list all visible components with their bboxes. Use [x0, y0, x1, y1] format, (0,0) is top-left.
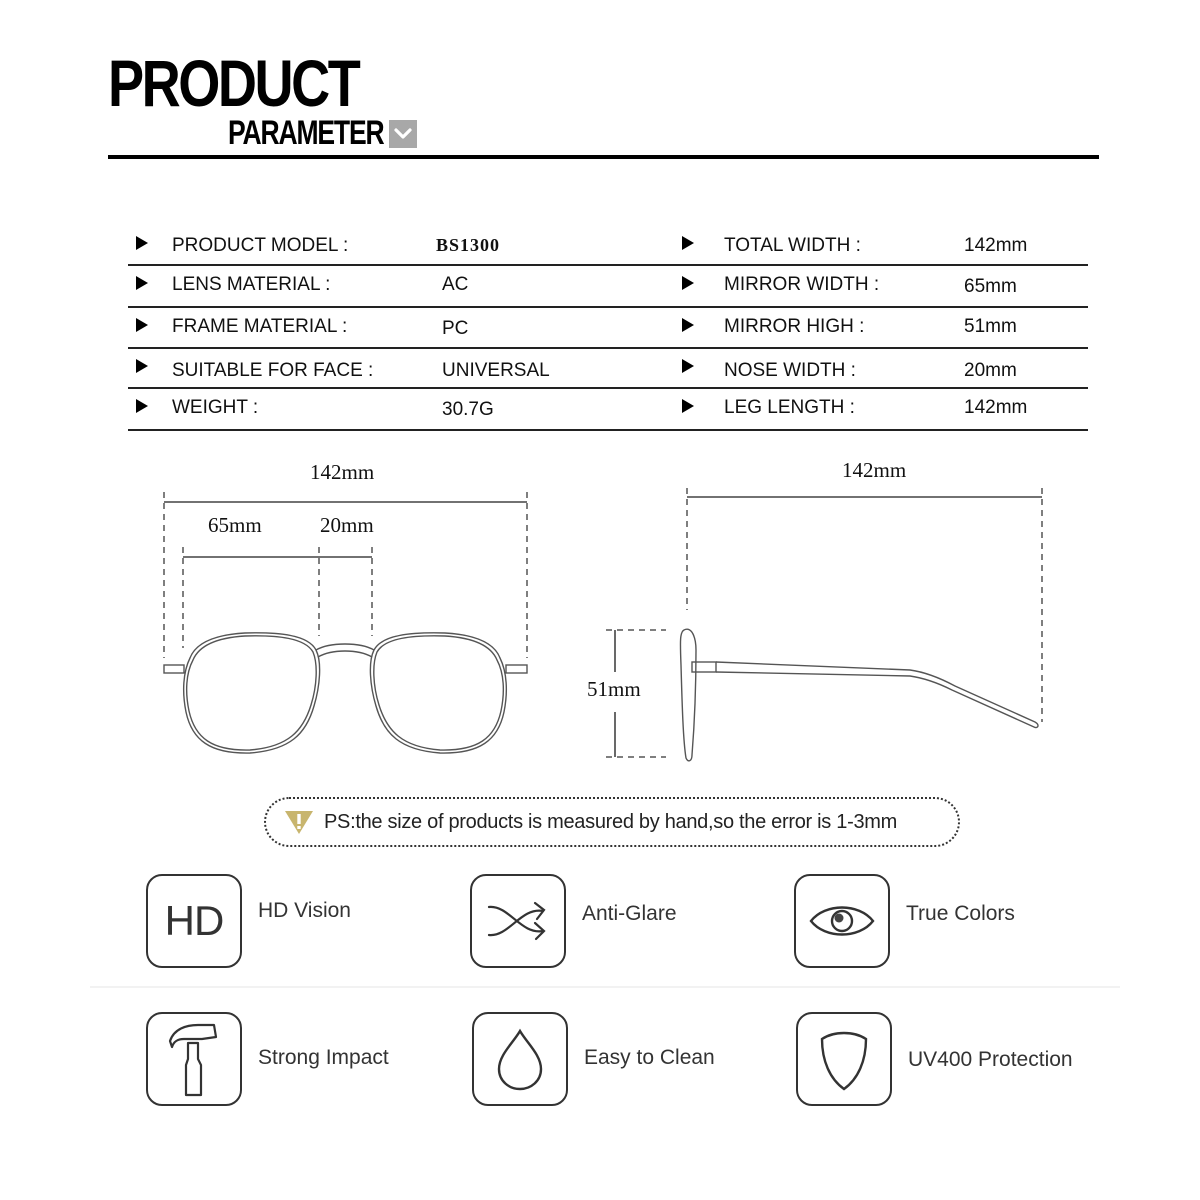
side-view-diagram [580, 450, 1080, 770]
spec-value: 20mm [964, 360, 1017, 381]
spec-value: 142mm [964, 235, 1028, 256]
spec-label: LENS MATERIAL : [172, 274, 331, 295]
spec-label: MIRROR HIGH : [724, 315, 865, 337]
bullet-triangle-icon [136, 236, 148, 250]
hd-icon: HD [146, 874, 242, 968]
feature-anti-glare [470, 874, 677, 968]
spec-label: FRAME MATERIAL : [172, 315, 348, 337]
spec-value: AC [442, 274, 469, 295]
feature-label: True Colors [906, 902, 1015, 925]
spec-label: WEIGHT : [172, 397, 259, 418]
front-view-diagram [150, 450, 550, 770]
crossing-arrows-icon [470, 874, 566, 968]
bullet-triangle-icon [136, 276, 148, 290]
nose-width-label: 20mm [320, 513, 374, 537]
leg-length-label: 142mm [842, 458, 907, 482]
features-divider [90, 986, 1120, 988]
spec-row [128, 228, 1088, 266]
feature-label: HD Vision [258, 899, 351, 922]
spec-label: TOTAL WIDTH : [724, 235, 861, 256]
lens-width-label: 65mm [208, 513, 262, 537]
spec-value: BS1300 [436, 235, 501, 255]
spec-row [128, 266, 1088, 308]
spec-value: 65mm [964, 276, 1017, 297]
bullet-triangle-icon [136, 318, 148, 332]
feature-hd-vision [146, 874, 351, 968]
spec-label: NOSE WIDTH : [724, 360, 856, 381]
page-title: PRODUCT [108, 46, 359, 120]
lens-height-label: 51mm [587, 677, 641, 701]
spec-label: MIRROR WIDTH : [724, 274, 880, 295]
spec-row [128, 308, 1088, 350]
glasses-front-drawing [150, 450, 550, 770]
warning-icon [284, 809, 314, 835]
feature-true-colors [794, 874, 1015, 968]
feature-uv400-protection [796, 1012, 1073, 1106]
feature-easy-to-clean [472, 1012, 715, 1106]
note-text: PS:the size of products is measured by hand,so the error is 1-3mm [324, 810, 897, 833]
spec-value: UNIVERSAL [442, 360, 550, 381]
spec-label: LEG LENGTH : [724, 397, 855, 418]
bullet-triangle-icon [682, 236, 694, 250]
bullet-triangle-icon [136, 359, 148, 373]
spec-row [128, 349, 1088, 389]
spec-value: 142mm [964, 397, 1028, 418]
spec-label: SUITABLE FOR FACE : [172, 360, 374, 381]
hammer-icon [146, 1012, 242, 1106]
spec-value: PC [442, 317, 469, 339]
spec-value: 30.7G [442, 399, 494, 420]
page-subtitle: PARAMETER [228, 114, 384, 152]
water-drop-icon [472, 1012, 568, 1106]
bullet-triangle-icon [682, 359, 694, 373]
header-divider [108, 155, 1099, 159]
glasses-side-drawing [580, 450, 1080, 770]
bullet-triangle-icon [136, 399, 148, 413]
bullet-triangle-icon [682, 399, 694, 413]
shield-icon [796, 1012, 892, 1106]
total-width-label: 142mm [310, 460, 375, 484]
bullet-triangle-icon [682, 276, 694, 290]
spec-label: PRODUCT MODEL : [172, 235, 349, 256]
chevron-down-icon [389, 120, 417, 148]
spec-table [128, 228, 1088, 431]
feature-label: Anti-Glare [582, 902, 677, 925]
spec-row [128, 389, 1088, 431]
eye-icon [794, 874, 890, 968]
bullet-triangle-icon [682, 318, 694, 332]
feature-label: Easy to Clean [584, 1046, 715, 1069]
spec-value: 51mm [964, 315, 1017, 337]
feature-label: UV400 Protection [908, 1048, 1073, 1071]
measurement-note [264, 797, 960, 847]
feature-strong-impact [146, 1012, 389, 1106]
feature-label: Strong Impact [258, 1046, 389, 1069]
